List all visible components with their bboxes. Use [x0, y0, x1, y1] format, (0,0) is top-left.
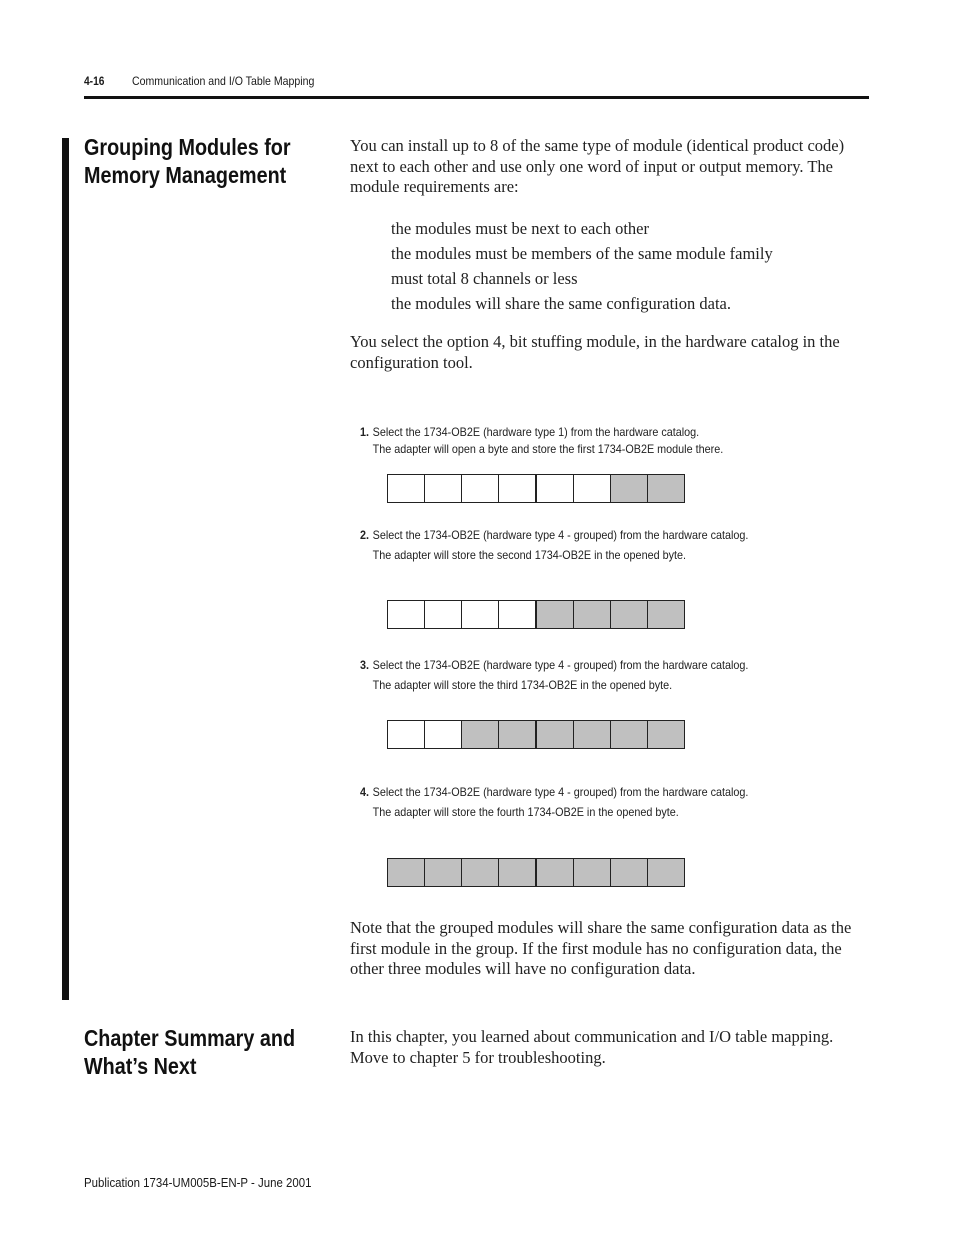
list-item: the modules will share the same configuration data. [391, 294, 731, 313]
bit-cell [611, 859, 648, 886]
section-heading-chapter-summary [84, 1024, 316, 1080]
bit-cell [499, 859, 537, 886]
bit-cell [648, 859, 684, 886]
option-paragraph: You select the option 4, bit stuffing module, in the hardware catalog in the configuration tool. [350, 332, 840, 372]
bit-cell [462, 859, 499, 886]
bit-cell [574, 721, 611, 748]
running-header-title: Communication and I/O Table Mapping [132, 74, 315, 88]
bit-cell [462, 475, 499, 502]
byte-diagram-4 [387, 858, 685, 887]
step-1 [360, 425, 810, 456]
bit-cell [425, 475, 462, 502]
revision-change-bar [62, 138, 69, 1000]
bit-cell [388, 475, 425, 502]
bit-cell [425, 859, 462, 886]
bit-cell [537, 721, 574, 748]
section-heading-grouping-modules [84, 133, 316, 189]
requirements-list [391, 216, 773, 316]
bit-cell [425, 601, 462, 628]
heading-line: Chapter Summary and [84, 1025, 296, 1051]
bit-cell [499, 721, 537, 748]
step-2 [360, 528, 810, 562]
list-item: the modules must be members of the same module family [391, 244, 773, 263]
summary-paragraph: In this chapter, you learned about communication and I/O table mapping. Move to chapter 5 for troubleshooting. [350, 1027, 834, 1067]
step-instruction: Select the 1734-OB2E (hardware type 4 - grouped) from the hardware catalog. [372, 785, 749, 799]
note-paragraph: Note that the grouped modules will share the same configuration data as the first module in the group. If the first module has no configuration data, the other three modules will have no configuration data. [350, 918, 852, 978]
step-number: 1. [360, 425, 370, 439]
bit-cell [388, 721, 425, 748]
bit-cell [462, 721, 499, 748]
bit-cell [648, 721, 684, 748]
bit-cell [499, 475, 537, 502]
bit-cell [611, 721, 648, 748]
bit-cell [611, 475, 648, 502]
header-rule [84, 96, 869, 99]
heading-line: Memory Management [84, 162, 287, 188]
step-number: 2. [360, 528, 370, 542]
step-3 [360, 658, 810, 692]
bit-cell [574, 475, 611, 502]
heading-line: What’s Next [84, 1053, 197, 1079]
bit-cell [611, 601, 648, 628]
list-item: the modules must be next to each other [391, 219, 649, 238]
bit-cell [537, 601, 574, 628]
step-number: 4. [360, 785, 370, 799]
bit-cell [537, 475, 574, 502]
bit-cell [537, 859, 574, 886]
bit-cell [574, 859, 611, 886]
step-instruction: Select the 1734-OB2E (hardware type 1) from the hardware catalog. [372, 425, 700, 439]
step-instruction: Select the 1734-OB2E (hardware type 4 - grouped) from the hardware catalog. [372, 658, 749, 672]
page-number: 4-16 [84, 74, 105, 88]
step-number: 3. [360, 658, 370, 672]
byte-diagram-3 [387, 720, 685, 749]
bit-cell [425, 721, 462, 748]
step-instruction: Select the 1734-OB2E (hardware type 4 - grouped) from the hardware catalog. [372, 528, 749, 542]
bit-cell [388, 601, 425, 628]
step-result: The adapter will store the fourth 1734-OB2E in the opened byte. [372, 805, 679, 819]
byte-diagram-1 [387, 474, 685, 503]
intro-paragraph: You can install up to 8 of the same type of module (identical product code) next to each other and use only one word of input or output memory. The module requirements are: [350, 136, 845, 196]
step-result: The adapter will open a byte and store the first 1734-OB2E module there. [372, 442, 724, 456]
step-result: The adapter will store the second 1734-OB2E in the opened byte. [372, 548, 687, 562]
list-item: must total 8 channels or less [391, 269, 578, 288]
publication-footer: Publication 1734-UM005B-EN-P - June 2001 [84, 1175, 312, 1190]
byte-diagram-2 [387, 600, 685, 629]
bit-cell [574, 601, 611, 628]
step-result: The adapter will store the third 1734-OB2E in the opened byte. [372, 678, 673, 692]
bit-cell [388, 859, 425, 886]
bit-cell [462, 601, 499, 628]
bit-cell [648, 601, 684, 628]
step-4 [360, 785, 810, 819]
bit-cell [499, 601, 537, 628]
bit-cell [648, 475, 684, 502]
heading-line: Grouping Modules for [84, 134, 291, 160]
